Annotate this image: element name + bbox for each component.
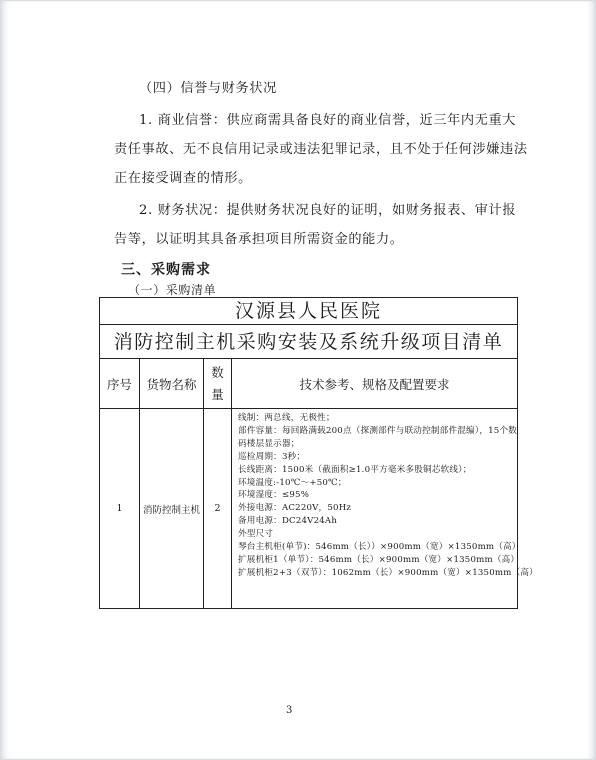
header-qty xyxy=(204,359,232,408)
header-seq: 序号 xyxy=(100,359,140,408)
spec-line: 长线距离：1500米（截面积≥1.0平方毫米多股铜芯软线）； xyxy=(238,464,472,475)
table-title-project: 消防控制主机采购安装及系统升级项目清单 xyxy=(100,325,517,359)
finance-paragraph-line: 告等，以证明其具备承担项目所需资金的能力。 xyxy=(114,232,404,247)
row-spec-text xyxy=(238,412,538,580)
header-spec: 技术参考、规格及配置要求 xyxy=(299,376,450,392)
spec-line: 琴台主机柜(单节)：546mm（长））×900mm（宽）×1350mm（高） xyxy=(238,542,521,553)
spec-line: 巡检周期：3秒； xyxy=(238,451,306,462)
section-3-title: 三、采购需求 xyxy=(121,262,211,278)
spec-line: 环境湿度：≤95% xyxy=(238,490,310,501)
spec-line: 外接电源：AC220V，50Hz xyxy=(238,503,352,514)
subsection-title: （一）采购清单 xyxy=(128,283,217,297)
section-credit-title: （四）信誉与财务状况 xyxy=(139,81,277,96)
page-number: 3 xyxy=(286,705,293,716)
spec-line: 备用电源：DC24V24Ah xyxy=(238,516,338,527)
spec-line: 扩展机柜2+3（双节）：1062mm（长）×900mm（宽）×1350mm（高） xyxy=(238,567,538,578)
procurement-table xyxy=(99,297,538,609)
spec-line: 码楼层显示器； xyxy=(238,438,300,449)
spec-line: 环境温度:-10℃～+50℃； xyxy=(238,477,347,488)
credit-paragraph-line: 1. 商业信誉：供应商需具备良好的商业信誉，近三年内无重大 xyxy=(139,113,517,128)
header-name: 货物名称 xyxy=(140,359,204,408)
row-name: 消防控制主机 xyxy=(140,409,204,608)
row-seq: 1 xyxy=(100,409,140,608)
credit-paragraph-line: 责任事故、无不良信用记录或违法犯罪记录，且不处于任何涉嫌违法 xyxy=(114,142,528,157)
spec-line: 扩展机柜1（单节）：546mm（长）×900mm（宽）×1350mm（高） xyxy=(238,554,520,565)
table-header-row xyxy=(100,359,517,409)
row-qty: 2 xyxy=(204,409,232,608)
header-qty-bottom: 量 xyxy=(211,386,224,402)
credit-paragraph-line: 正在接受调查的情形。 xyxy=(114,171,252,186)
table-row xyxy=(100,409,538,608)
table-title-hospital: 汉源县人民医院 xyxy=(100,298,517,325)
spec-line: 线制：两总线，无极性； xyxy=(238,413,335,423)
finance-paragraph-line: 2. 财务状况：提供财务状况良好的证明，如财务报表、审计报 xyxy=(139,203,517,218)
header-qty-top: 数 xyxy=(211,364,224,380)
spec-line: 外型尺寸 xyxy=(238,529,274,540)
spec-line: 部件容量：每回路满载200点（探测部件与联动控制部件混编），15个数 xyxy=(238,425,518,436)
